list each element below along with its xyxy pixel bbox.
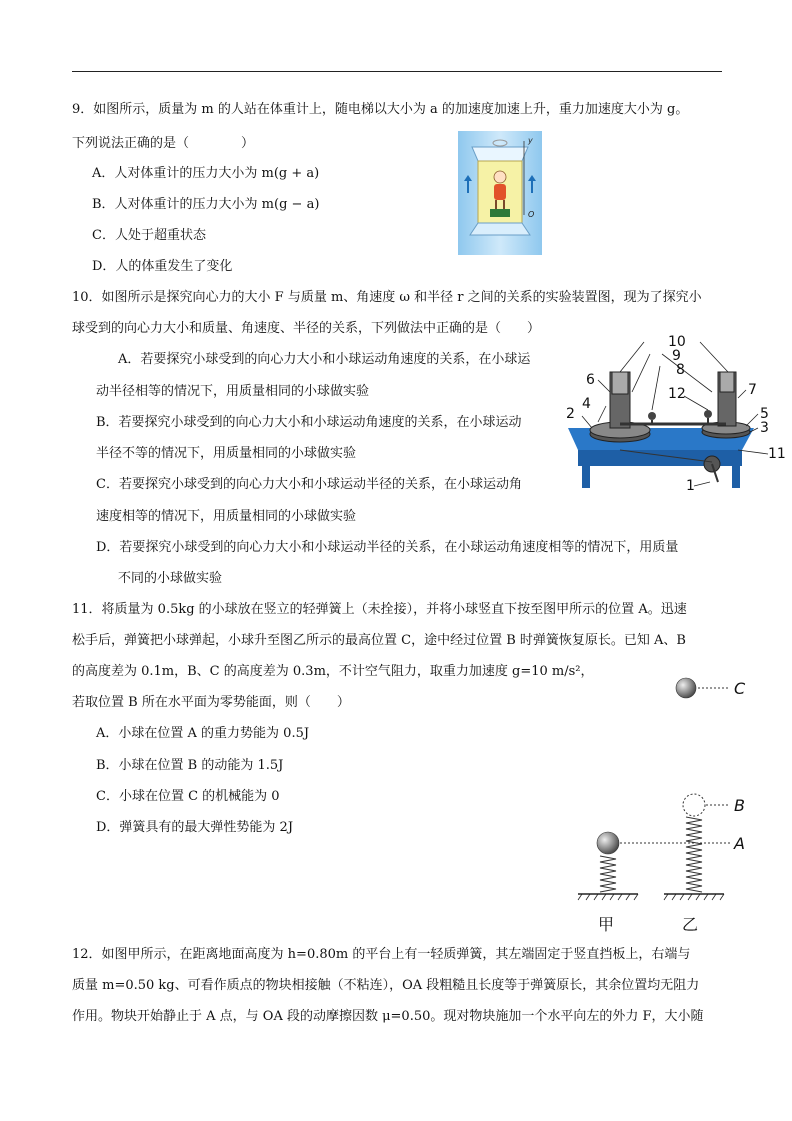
q10-stem-cont: 球受到的向心力大小和质量、角速度、半径的关系，下列做法中正确的是（ ） (72, 321, 541, 336)
q11-option-c: C．小球在位置 C 的机械能为 0 (96, 789, 280, 804)
q9-option-c: C．人处于超重状态 (92, 228, 206, 243)
q12-line-2: 质量 m=0.50 kg、可看作质点的物块相接触（不粘连），OA 段粗糙且长度等于弹簧原长，其余位置均无阻力 (72, 978, 700, 993)
q11-stem-cont: 松手后，弹簧把小球弹起，小球升至图乙所示的最高位置 C，途中经过位置 B 时弹簧恢复原长。已知 A、B (72, 633, 686, 648)
apparatus-label-10: 10 (668, 334, 686, 350)
q9-option-a: A．人对体重计的压力大小为 m(g + a) (92, 166, 320, 181)
q10-option-d: D．若要探究小球受到的向心力大小和小球运动半径的关系，在小球运动角速度相等的情况下，用质量 (96, 540, 679, 555)
header-rule (72, 71, 722, 72)
elevator-figure (458, 131, 542, 255)
apparatus-label-7: 7 (748, 382, 757, 398)
q10-option-b-cont: 半径不等的情况下，用质量相同的小球做实验 (96, 446, 357, 461)
q10-option-b: B．若要探究小球受到的向心力大小和小球运动角速度的关系，在小球运动 (96, 415, 522, 430)
q10-stem: 10．如图所示是探究向心力的大小 F 与质量 m、角速度 ω 和半径 r 之间的关系的实验装置图，现为了探究小 (72, 290, 702, 305)
q11-stem: 11．将质量为 0.5kg 的小球放在竖立的轻弹簧上（未拴接），并将小球竖直下按至图甲所示的位置 A。迅速 (72, 602, 687, 617)
spring-ball-figure (570, 668, 780, 938)
figure-yi-label: 乙 (682, 915, 699, 934)
q11-option-b: B．小球在位置 B 的动能为 1.5J (96, 758, 284, 773)
position-b-label: B (734, 796, 745, 815)
elevator-o-label: O (528, 210, 535, 219)
q11-option-d: D．弹簧具有的最大弹性势能为 2J (96, 820, 294, 835)
figure-jia-label: 甲 (598, 915, 615, 934)
apparatus-label-4: 4 (582, 396, 591, 412)
apparatus-label-2: 2 (566, 406, 575, 422)
q9-stem: 9．如图所示，质量为 m 的人站在体重计上，随电梯以大小为 a 的加速度加速上升，重力加速度大小为 g。 (72, 102, 689, 117)
position-c-label: C (734, 679, 746, 698)
q9-option-d: D．人的体重发生了变化 (92, 259, 233, 274)
apparatus-label-8: 8 (676, 362, 685, 378)
q11-stem-cont-3: 若取位置 B 所在水平面为零势能面，则（ ） (72, 695, 350, 710)
q11-option-a: A．小球在位置 A 的重力势能为 0.5J (96, 726, 310, 741)
apparatus-label-6: 6 (586, 372, 595, 388)
apparatus-label-12: 12 (668, 386, 686, 402)
position-a-label: A (734, 834, 745, 853)
q10-option-a-cont: 动半径相等的情况下，用质量相同的小球做实验 (96, 384, 370, 399)
q10-option-a: A．若要探究小球受到的向心力大小和小球运动角速度的关系，在小球运 (118, 352, 531, 367)
q10-option-d-cont: 不同的小球做实验 (118, 571, 223, 586)
apparatus-label-11: 11 (768, 446, 786, 462)
apparatus-label-5: 5 (760, 406, 769, 422)
q10-option-c: C．若要探究小球受到的向心力大小和小球运动半径的关系，在小球运动角 (96, 477, 522, 492)
centripetal-apparatus-figure (562, 332, 784, 498)
q12-line-3: 作用。物块开始静止于 A 点，与 OA 段的动摩擦因数 μ=0.50。现对物块施加一个水平向左的外力 F，大小随 (72, 1009, 704, 1024)
apparatus-label-1: 1 (686, 478, 695, 494)
q10-option-c-cont: 速度相等的情况下，用质量相同的小球做实验 (96, 509, 357, 524)
apparatus-label-3: 3 (760, 420, 769, 436)
q9-option-b: B．人对体重计的压力大小为 m(g − a) (92, 197, 320, 212)
q12-line-1: 12．如图甲所示，在距离地面高度为 h=0.80m 的平台上有一轻质弹簧，其左端固定于竖直挡板上，右端与 (72, 947, 691, 962)
q9-stem-cont: 下列说法正确的是（ ） (72, 136, 255, 151)
apparatus-label-9: 9 (672, 348, 681, 364)
q11-stem-cont-2: 的高度差为 0.1m，B、C 的高度差为 0.3m，不计空气阻力，取重力加速度 g=10 m/s²， (72, 664, 594, 679)
elevator-y-label: y (528, 136, 533, 145)
